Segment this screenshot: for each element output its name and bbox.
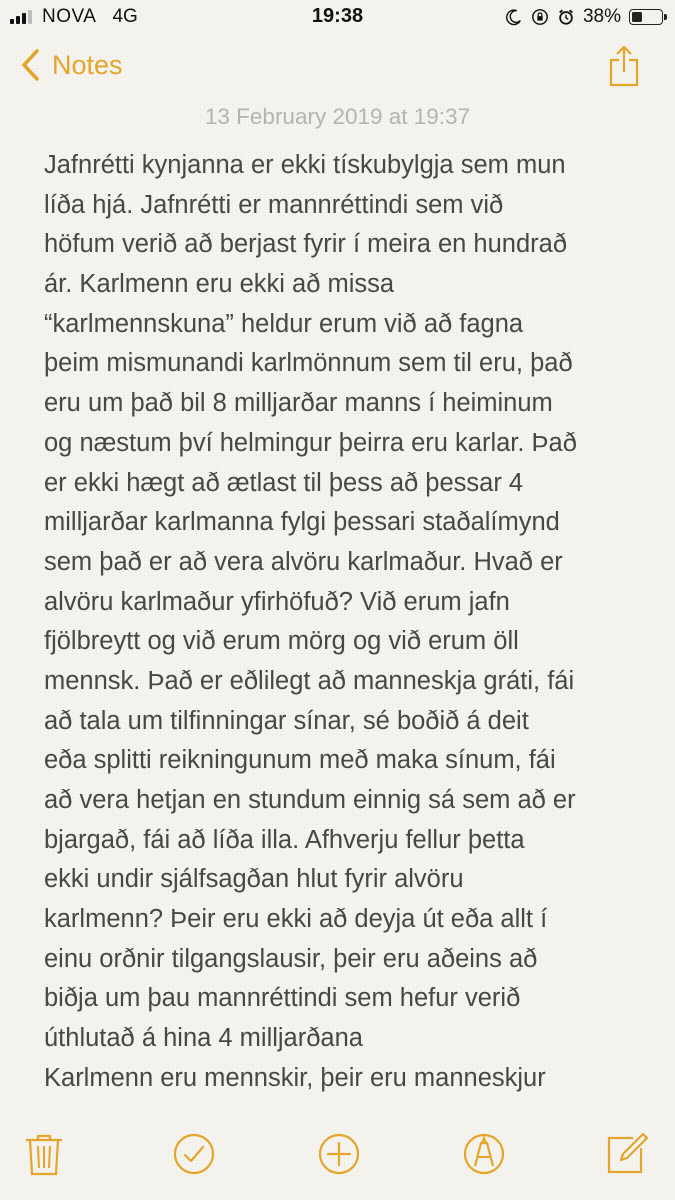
- network-label: 4G: [112, 6, 138, 27]
- checkmark-circle-icon[interactable]: [170, 1130, 218, 1178]
- note-line: biðja um þau mannréttindi sem hefur verið: [44, 984, 521, 1013]
- battery-level: [632, 12, 642, 22]
- note-line: að vera hetjan en stundum einnig sá sem að er: [44, 786, 576, 814]
- pen-circle-icon[interactable]: [460, 1130, 508, 1178]
- clock: 19:38: [311, 5, 364, 27]
- note-line: er ekki hægt að ætlast til þess að þessar 4: [44, 468, 524, 497]
- note-line: ár. Karlmenn eru ekki að missa: [44, 270, 395, 299]
- note-line: alvöru karlmaður yfirhöfuð? Við erum jafn: [44, 587, 510, 616]
- battery-percent: 38%: [582, 6, 621, 27]
- note-line: einu orðnir tilgangslausir, þeir eru aðeins að: [44, 944, 538, 973]
- compose-icon[interactable]: [603, 1130, 651, 1178]
- note-line: úthlutað á hina 4 milljarðana: [44, 1024, 363, 1053]
- note-line: eru um það bil 8 milljarðar manns í heiminum: [44, 389, 553, 418]
- note-date: 13 February 2019 at 19:37: [204, 104, 471, 129]
- bottom-toolbar: [0, 1110, 675, 1200]
- note-line: karlmenn? Þeir eru ekki að deyja út eða allt í: [44, 905, 548, 934]
- note-line: fjölbreytt og við erum mörg og við erum öll: [44, 627, 519, 656]
- back-button[interactable]: [20, 48, 123, 82]
- note-line: og næstum því helmingur þeirra eru karlar. Það: [44, 428, 577, 457]
- orientation-lock-icon: [531, 8, 549, 26]
- note-line: eða splitti reikningunum með maka sínum, fái: [44, 746, 556, 775]
- status-right: [505, 6, 663, 28]
- note-line: mennsk. Það er eðlilegt að manneskja gráti, fái: [44, 666, 575, 695]
- plus-circle-icon[interactable]: [315, 1130, 363, 1178]
- note-line: höfum verið að berjast fyrir í meira en hundrað: [44, 230, 567, 259]
- note-line: “karlmennskuna” heldur erum við að fagna: [44, 309, 524, 338]
- navigation-bar: [0, 36, 675, 100]
- back-button-label: Notes: [52, 49, 123, 80]
- note-line: líða hjá. Jafnrétti er mannréttindi sem við: [44, 190, 504, 219]
- share-icon[interactable]: [607, 44, 641, 88]
- moon-icon: [505, 8, 523, 26]
- status-bar: [0, 0, 675, 36]
- note-line: Karlmenn eru mennskir, þeir eru manneskjur: [44, 1063, 546, 1092]
- trash-icon[interactable]: [20, 1130, 68, 1178]
- note-line: bjargað, fái að líða illa. Afhverju fellur þetta: [44, 825, 525, 854]
- note-line: ekki undir sjálfsagðan hlut fyrir alvöru: [44, 865, 464, 894]
- note-line: Jafnrétti kynjanna er ekki tískubylgja sem mun: [44, 151, 566, 179]
- battery-icon: [629, 9, 663, 25]
- chevron-left-icon: [20, 48, 40, 82]
- note-text-area[interactable]: [44, 146, 644, 1099]
- note-line: þeim mismunandi karlmönnum sem til eru, það: [44, 349, 573, 378]
- note-line: að tala um tilfinningar sínar, sé boðið á deit: [44, 706, 529, 735]
- carrier-label: NOVA: [42, 6, 97, 27]
- alarm-icon: [557, 8, 575, 26]
- note-line: sem það er að vera alvöru karlmaður. Hvað er: [44, 547, 563, 576]
- note-line: milljarðar karlmanna fylgi þessari staðalímynd: [44, 508, 560, 537]
